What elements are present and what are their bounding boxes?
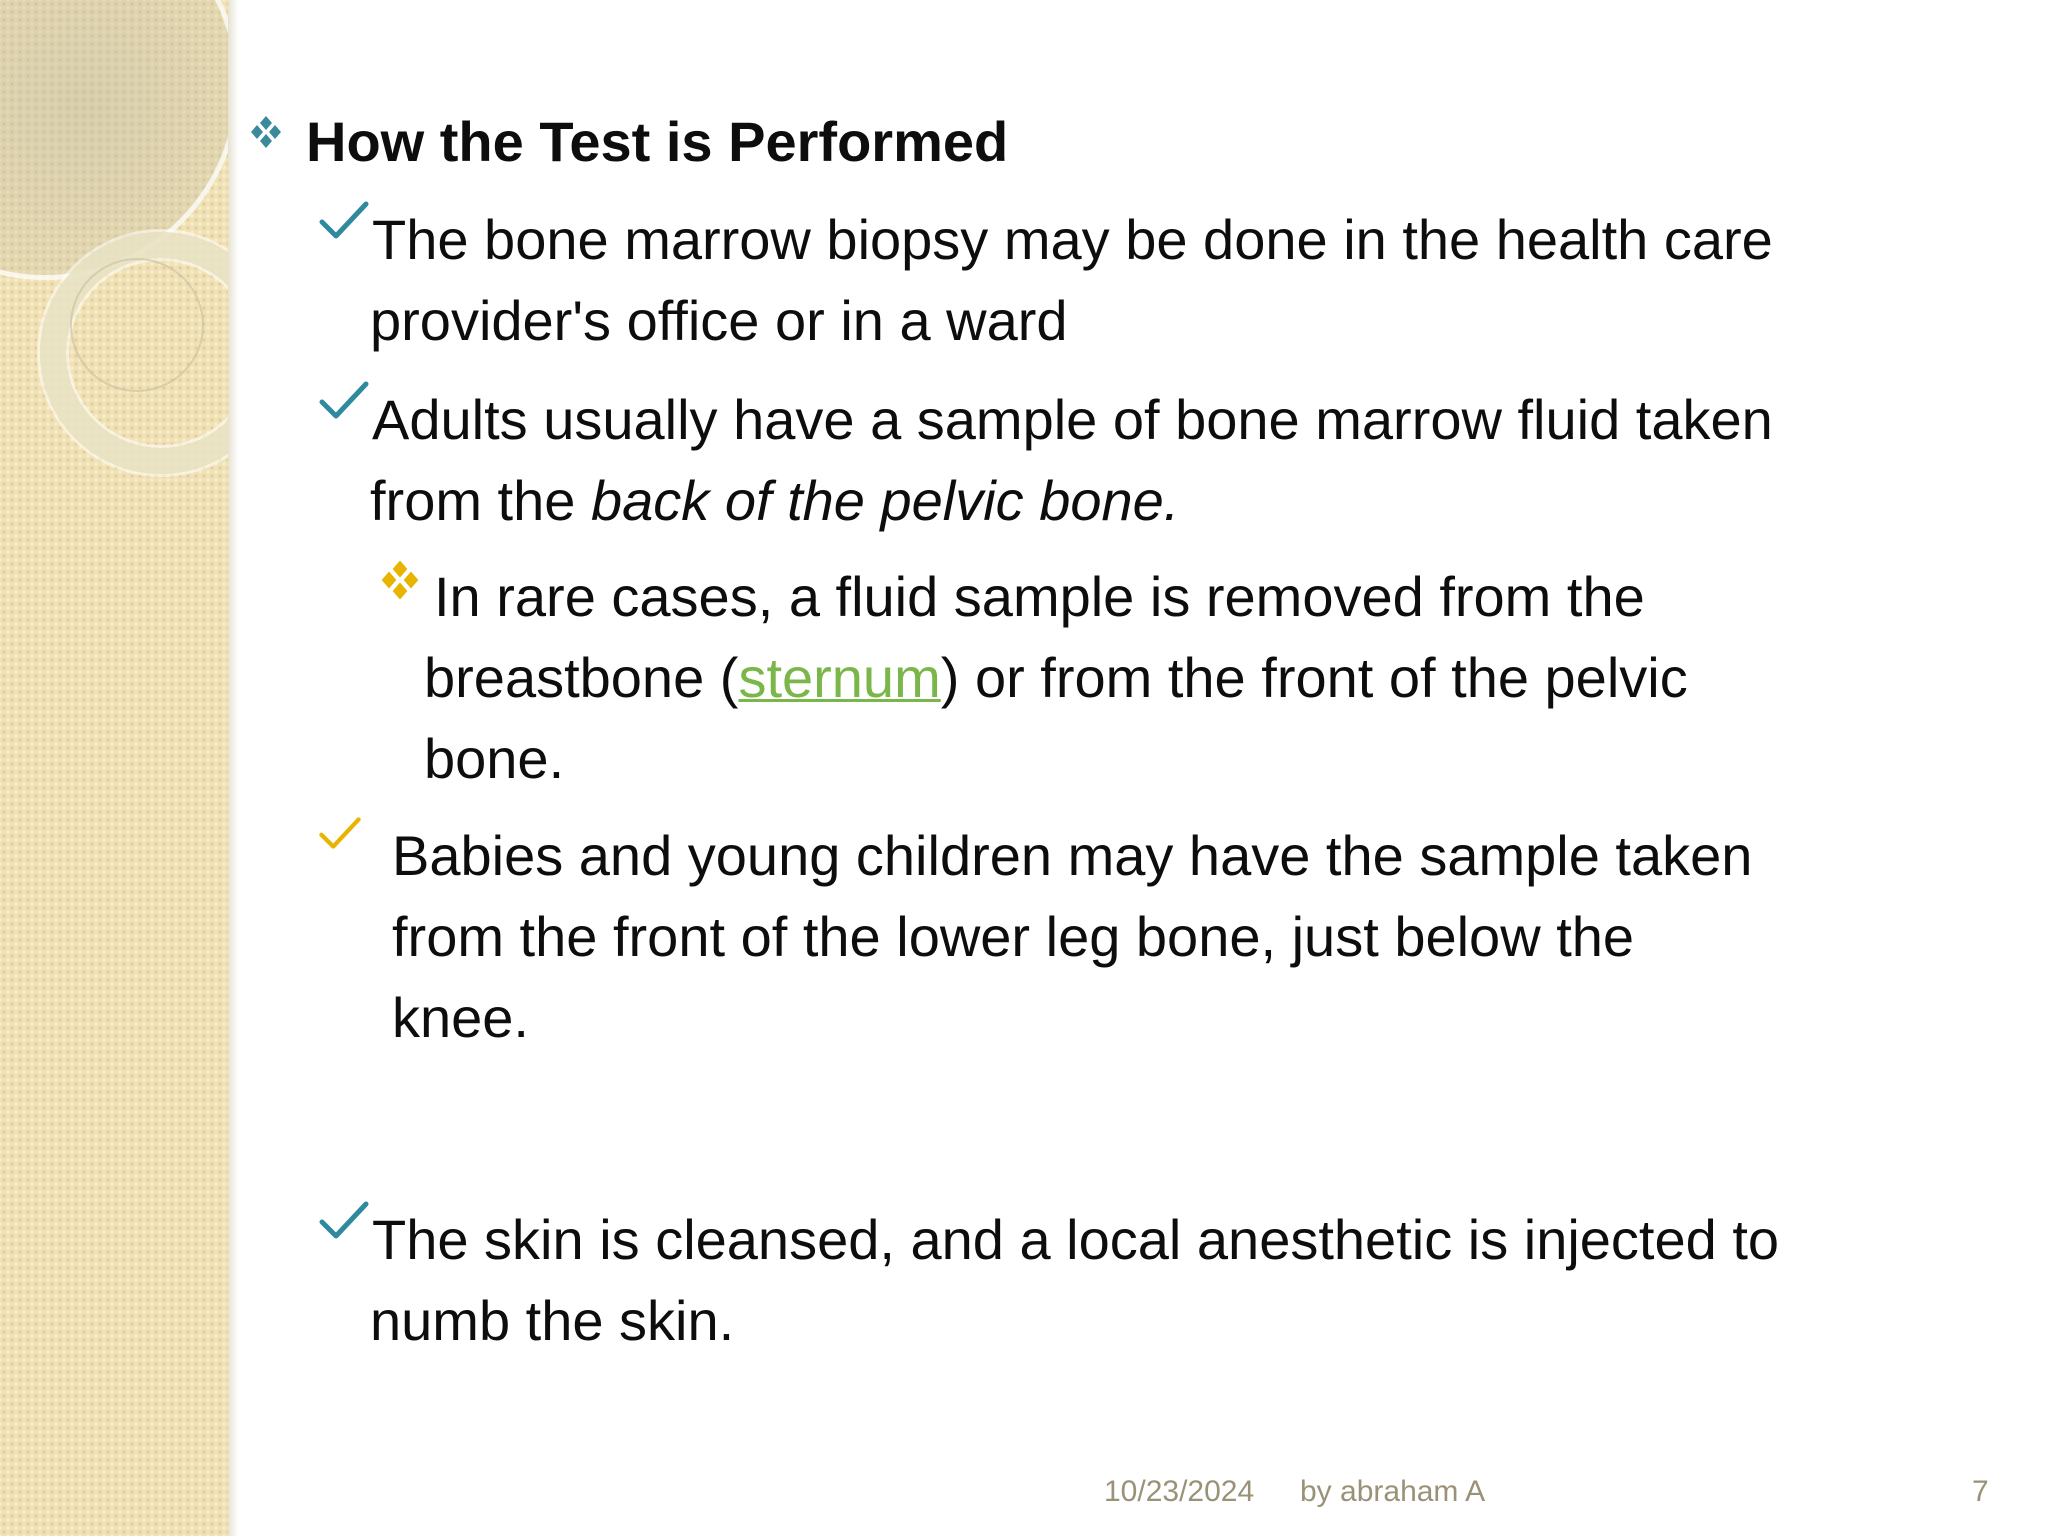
page-title: How the Test is Performed xyxy=(306,110,1009,173)
diamond-cluster-icon xyxy=(378,558,422,602)
sub-bullet-text: ) or from the front of the pelvic xyxy=(940,646,1688,709)
footer-date: 10/23/2024 xyxy=(1104,1475,1255,1508)
sub-bullet-text: breastbone ( xyxy=(424,646,739,709)
sub-bullet-text: In rare cases, a fluid sample is removed from the xyxy=(434,565,1645,628)
bullet-text: numb the skin. xyxy=(370,1289,735,1352)
diamond-cluster-icon xyxy=(248,114,284,150)
checkmark-icon xyxy=(318,816,362,850)
bullet-text: from the xyxy=(370,469,591,532)
checkmark-icon xyxy=(318,200,370,240)
bullet-text: knee. xyxy=(392,986,529,1049)
bullet-text: Adults usually have a sample of bone marrow fluid taken xyxy=(372,388,1773,451)
bullet-text: The skin is cleansed, and a local anesthetic is injected to xyxy=(372,1208,1780,1271)
bullet-text: from the front of the lower leg bone, just below the xyxy=(392,905,1635,968)
bullet-text: Babies and young children may have the sample taken xyxy=(392,824,1753,887)
sub-bullet-text: bone. xyxy=(424,727,565,790)
checkmark-icon xyxy=(318,380,370,420)
checkmark-icon xyxy=(318,1200,370,1240)
footer-author: by abraham A xyxy=(1300,1475,1486,1508)
sub-bullet-text-line xyxy=(424,638,1688,718)
bullet-text: provider's office or in a ward xyxy=(370,289,1068,352)
sternum-link[interactable]: sternum xyxy=(738,646,941,709)
italic-text: back of the pelvic bone. xyxy=(590,469,1180,532)
bullet-text-line xyxy=(370,461,1179,541)
bullet-text: The bone marrow biopsy may be done in the health care xyxy=(372,208,1773,271)
page-number: 7 xyxy=(1972,1475,1989,1508)
